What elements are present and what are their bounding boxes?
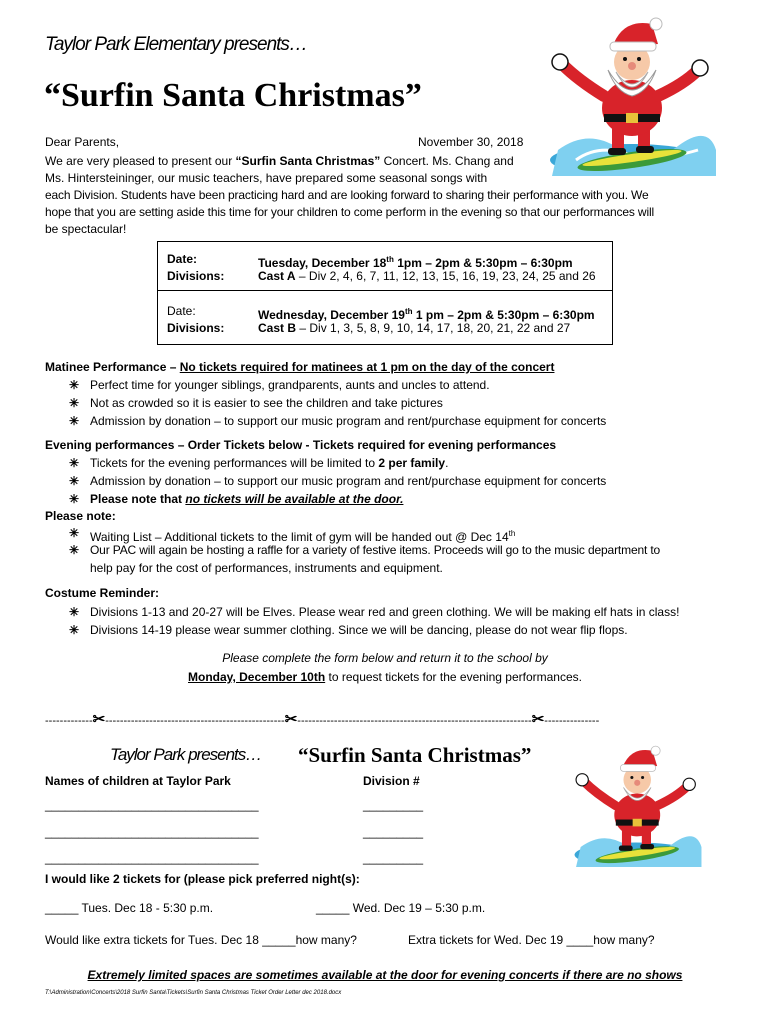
text: Tickets for the evening performances will be limited to bbox=[90, 456, 379, 470]
tue-option[interactable]: _____ Tues. Dec 18 - 5:30 p.m. bbox=[45, 901, 214, 915]
text: Tuesday, December 18 bbox=[258, 256, 387, 270]
surfing-santa-illustration bbox=[548, 10, 718, 180]
bullet-icon: ✳ bbox=[68, 605, 80, 619]
text: to request tickets for the evening performances. bbox=[325, 670, 582, 684]
wed-option[interactable]: _____ Wed. Dec 19 – 5:30 p.m. bbox=[316, 901, 486, 915]
dashes: ------------- bbox=[45, 715, 93, 727]
please-note-heading: Please note: bbox=[45, 509, 116, 523]
scissors-icon: ✂ bbox=[284, 712, 298, 728]
closing-line-1: Please complete the form below and return it to the school by bbox=[222, 651, 548, 665]
bullet-icon: ✳ bbox=[68, 543, 80, 557]
bullet-icon: ✳ bbox=[68, 623, 80, 637]
tue-divisions-label: Divisions: bbox=[167, 269, 225, 283]
cast-b-label: Cast B bbox=[258, 321, 297, 335]
letter-paragraph-line-2: Ms. Hintersteininger, our music teachers, have prepared some seasonal songs with bbox=[45, 171, 488, 185]
child-name-field[interactable]: ________________________________ bbox=[45, 851, 259, 865]
closing-line-2 bbox=[0, 669, 770, 686]
superscript: th bbox=[404, 307, 413, 316]
text: Please note that bbox=[90, 492, 186, 506]
extra-wed-tickets[interactable]: Extra tickets for Wed. Dec 19 ____how many? bbox=[408, 933, 655, 947]
text: Not as crowded so it is easier to see the children and take pictures bbox=[90, 396, 443, 410]
cast-a-list: – Div 2, 4, 6, 7, 11, 12, 13, 15, 16, 19, 23, 24, 25 and 26 bbox=[295, 269, 596, 283]
letter-paragraph-line-5: be spectacular! bbox=[45, 222, 127, 236]
bullet-icon: ✳ bbox=[68, 474, 80, 488]
wed-date-label: Date: bbox=[167, 304, 196, 318]
child-name-field[interactable]: ________________________________ bbox=[45, 798, 259, 812]
bullet-icon: ✳ bbox=[68, 456, 80, 470]
division-field[interactable]: _________ bbox=[363, 825, 424, 839]
bullet-icon: ✳ bbox=[68, 378, 80, 392]
text: Our PAC will again be hosting a raffle for a variety of festive items. Proceeds will go to the music department to bbox=[90, 543, 661, 557]
text: Waiting List – Additional tickets to the limit of gym will be handed out @ Dec 14 bbox=[90, 530, 509, 544]
text: 1 pm – 2pm & 5:30pm – 6:30pm bbox=[412, 308, 595, 322]
evening-heading: Evening performances – Order Tickets below - Tickets required for evening performances bbox=[45, 438, 557, 452]
bullet-icon: ✳ bbox=[68, 492, 80, 506]
superscript: th bbox=[508, 529, 516, 538]
text: . bbox=[445, 456, 449, 470]
surfing-santa-illustration bbox=[568, 740, 708, 870]
superscript: th bbox=[386, 255, 394, 264]
text: Wednesday, December 19 bbox=[258, 308, 405, 322]
salutation: Dear Parents, bbox=[45, 135, 120, 149]
text: Divisions 1-13 and 20-27 will be Elves. Please wear red and green clothing. We will be making elf hats in class! bbox=[90, 605, 680, 619]
wed-divisions-label: Divisions: bbox=[167, 321, 225, 335]
text: Concert. Ms. Chang and bbox=[380, 154, 514, 168]
letter-paragraph-line-1 bbox=[45, 153, 514, 170]
note-item-continuation: help pay for the cost of performances, instruments and equipment. bbox=[90, 561, 443, 575]
tickets-heading: I would like 2 tickets for (please pick preferred night(s): bbox=[45, 872, 360, 886]
letter-paragraph-line-3: each Division. Students have been practicing hard and are looking forward to sharing their performance with you. We bbox=[45, 188, 649, 202]
text: We are very pleased to present our bbox=[45, 154, 236, 168]
text: Matinee Performance – bbox=[45, 360, 180, 374]
text bbox=[90, 491, 403, 508]
matinee-heading bbox=[45, 359, 554, 376]
dashes: --------------- bbox=[544, 715, 600, 727]
extra-tue-tickets[interactable]: Would like extra tickets for Tues. Dec 18 _____how many? bbox=[45, 933, 357, 947]
schedule-divider bbox=[158, 290, 612, 291]
child-name-field[interactable]: ________________________________ bbox=[45, 825, 259, 839]
letter-date: November 30, 2018 bbox=[418, 135, 524, 149]
bullet-icon: ✳ bbox=[68, 526, 80, 540]
cast-a-divisions bbox=[258, 268, 596, 285]
form-presenter: Taylor Park presents… bbox=[110, 745, 262, 764]
letter-paragraph-line-4: hope that you are setting aside this time for your children to come perform in the evening so that our performances will bbox=[45, 205, 654, 219]
form-title: “Surfin Santa Christmas” bbox=[298, 743, 532, 767]
page-title: “Surfin Santa Christmas” bbox=[44, 77, 422, 114]
division-field[interactable]: _________ bbox=[363, 798, 424, 812]
text: Perfect time for younger siblings, grandparents, aunts and uncles to attend. bbox=[90, 378, 490, 392]
text: 2 per family bbox=[378, 456, 446, 470]
scissors-icon: ✂ bbox=[531, 712, 545, 728]
names-column-header: Names of children at Taylor Park bbox=[45, 774, 231, 788]
cast-b-list: – Div 1, 3, 5, 8, 9, 10, 14, 17, 18, 20, 21, 22 and 27 bbox=[296, 321, 571, 335]
tue-date-label: Date: bbox=[167, 252, 198, 266]
text bbox=[90, 455, 448, 472]
presenter-line: Taylor Park Elementary presents… bbox=[45, 34, 307, 55]
deadline: Monday, December 10th bbox=[188, 670, 326, 684]
concert-title: “Surfin Santa Christmas” bbox=[235, 154, 381, 168]
costume-heading: Costume Reminder: bbox=[45, 586, 160, 600]
cut-line bbox=[45, 712, 725, 729]
dashes: ------------------------------------------------- bbox=[105, 715, 285, 727]
dashes: ---------------------------------------------------------------- bbox=[297, 715, 532, 727]
division-column-header: Division # bbox=[363, 774, 420, 788]
text: 1pm – 2pm & 5:30pm – 6:30pm bbox=[393, 256, 573, 270]
bullet-icon: ✳ bbox=[68, 396, 80, 410]
text: Admission by donation – to support our music program and rent/purchase equipment for concerts bbox=[90, 414, 607, 428]
cast-b-divisions bbox=[258, 320, 570, 337]
cast-a-label: Cast A bbox=[258, 269, 296, 283]
footer-note: Extremely limited spaces are sometimes available at the door for evening concerts if there are no shows bbox=[87, 968, 683, 982]
bullet-icon: ✳ bbox=[68, 414, 80, 428]
text: No tickets required for matinees at 1 pm on the day of the concert bbox=[179, 360, 555, 374]
file-path: T:\Administration\Concerts\2018 Surfin Santa\Tickets\Surfin Santa Christmas Ticket Order Letter dec 2018.docx bbox=[45, 990, 342, 996]
scissors-icon: ✂ bbox=[92, 712, 106, 728]
division-field[interactable]: _________ bbox=[363, 851, 424, 865]
text: no tickets will be available at the door. bbox=[185, 492, 404, 506]
text: Admission by donation – to support our music program and rent/purchase equipment for concerts bbox=[90, 474, 607, 488]
text: Divisions 14-19 please wear summer clothing. Since we will be dancing, please do not wear flip flops. bbox=[90, 623, 628, 637]
